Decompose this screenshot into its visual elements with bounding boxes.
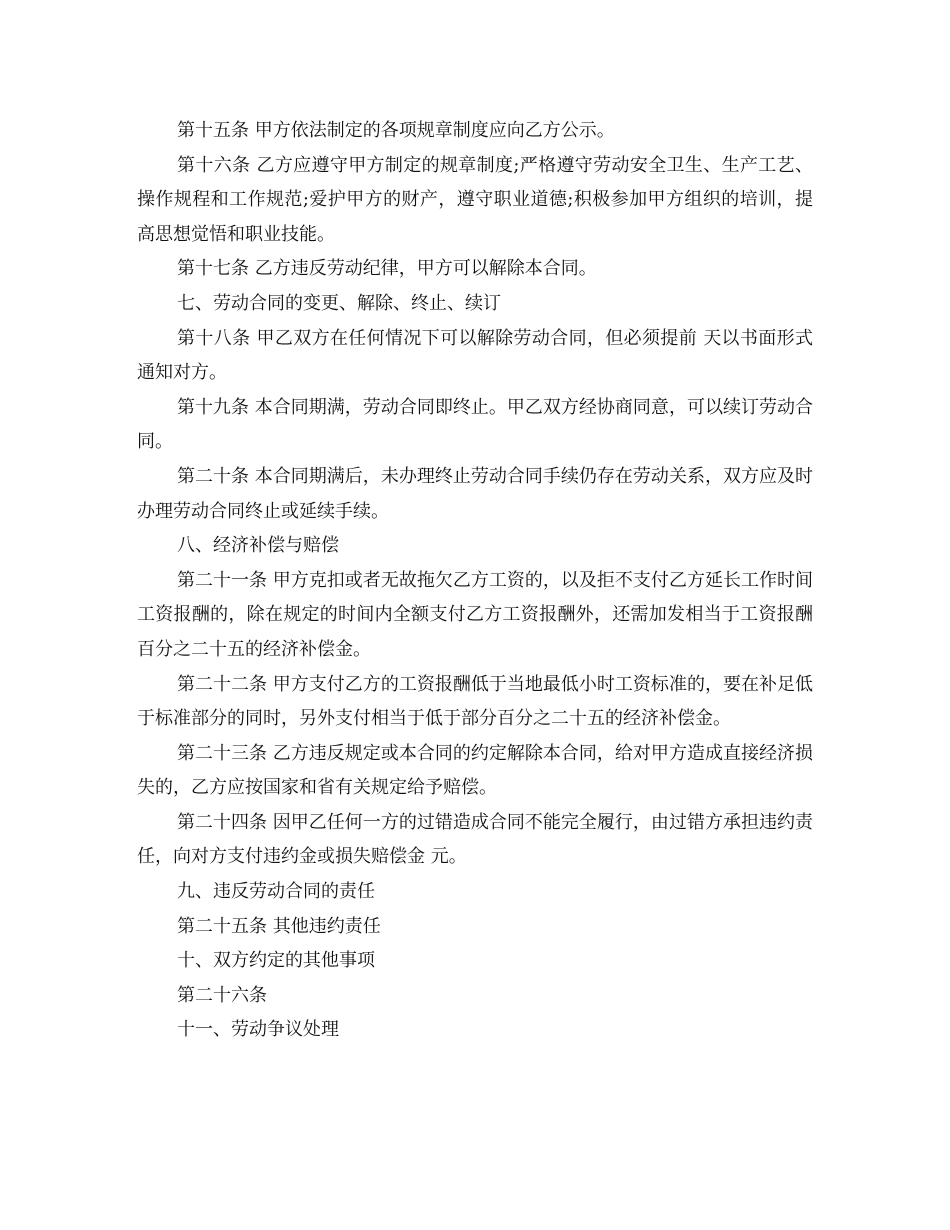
section-heading-11: 十一、劳动争议处理	[177, 1019, 339, 1041]
paragraph-article-18: 第十八条 甲乙双方在任何情况下可以解除劳动合同，但必须提前 天以书面形式通知对方。	[137, 327, 813, 384]
paragraph-article-20: 第二十条 本合同期满后，未办理终止劳动合同手续仍存在劳动关系，双方应及时办理劳动合同终止或延续手续。	[137, 465, 813, 522]
paragraph-article-26: 第二十六条	[177, 984, 267, 1006]
section-heading-8: 八、经济补偿与赔偿	[177, 535, 339, 557]
paragraph-article-15: 第十五条 甲方依法制定的各项规章制度应向乙方公示。	[177, 120, 615, 141]
section-heading-9: 九、违反劳动合同的责任	[177, 881, 375, 903]
section-heading-10: 十、双方约定的其他事项	[177, 950, 375, 972]
paragraph-article-22: 第二十二条 甲方支付乙方的工资报酬低于当地最低小时工资标准的，要在补足低于标准部分的同时，另外支付相当于低于部分百分之二十五的经济补偿金。	[137, 673, 813, 730]
section-heading-7: 七、劳动合同的变更、解除、终止、续订	[177, 292, 501, 314]
paragraph-article-16: 第十六条 乙方应遵守甲方制定的规章制度;严格遵守劳动安全卫生、生产工艺、操作规程和工作规范;爱护甲方的财产，遵守职业道德;积极参加甲方组织的培训，提高思想觉悟和职业技能。	[137, 154, 813, 245]
paragraph-article-21: 第二十一条 甲方克扣或者无故拖欠乙方工资的，以及拒不支付乙方延长工作时间工资报酬的，除在规定的时间内全额支付乙方工资报酬外，还需加发相当于工资报酬百分之二十五的经济补偿金。	[137, 569, 813, 660]
document-body	[137, 114, 813, 1048]
paragraph-article-25: 第二十五条 其他违约责任	[177, 915, 381, 937]
paragraph-article-19: 第十九条 本合同期满，劳动合同即终止。甲乙双方经协商同意，可以续订劳动合同。	[137, 396, 813, 453]
paragraph-article-17: 第十七条 乙方违反劳动纪律，甲方可以解除本合同。	[177, 258, 597, 280]
paragraph-article-23: 第二十三条 乙方违反规定或本合同的约定解除本合同，给对甲方造成直接经济损失的，乙方应按国家和省有关规定给予赔偿。	[137, 742, 813, 799]
paragraph-article-24: 第二十四条 因甲乙任何一方的过错造成合同不能完全履行，由过错方承担违约责任，向对方支付违约金或损失赔偿金 元。	[137, 811, 813, 868]
